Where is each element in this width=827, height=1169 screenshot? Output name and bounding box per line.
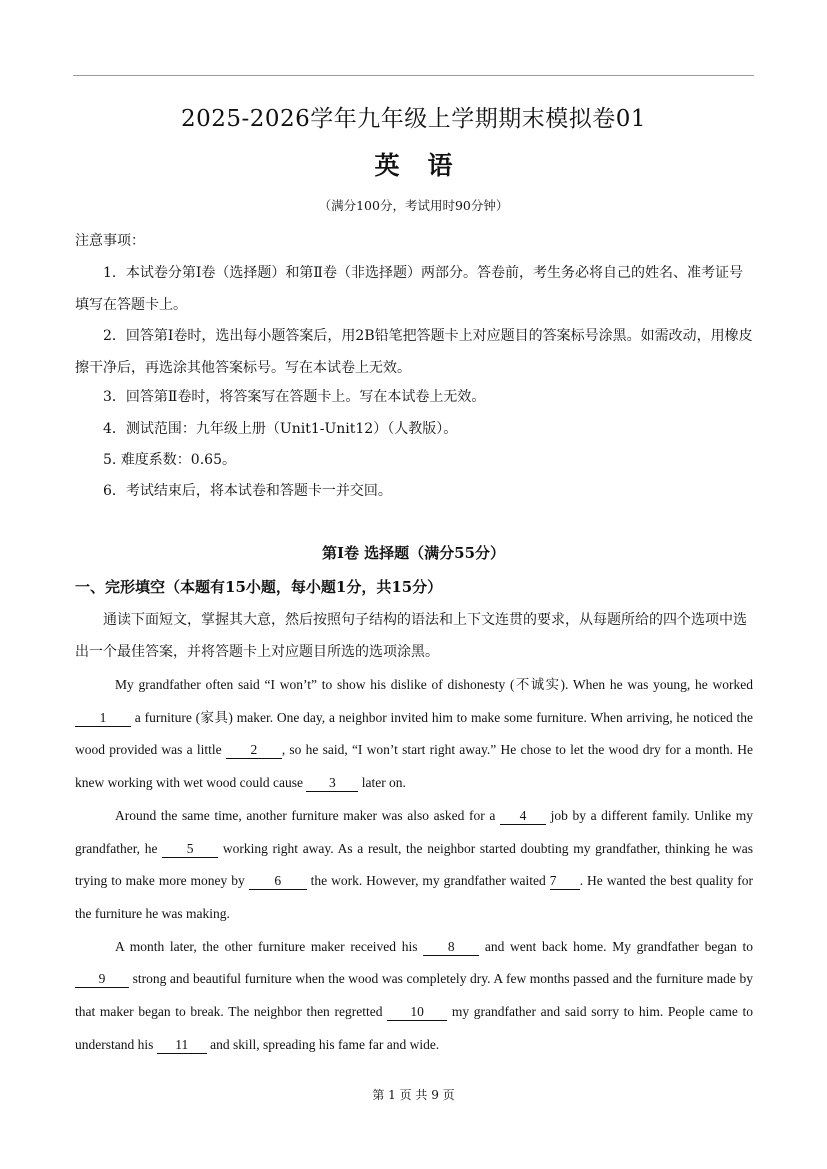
passage-paragraph: Around the same time, another furniture maker was also asked for a 4 job by a different family. Unlike my grandfather, he 5 working right away. As a result, the neighbor started doubting my grandfather, thinking he was trying to make more money by 6 the work. However, my grandfather waited 7 . He wanted the best quality for the furniture he was making.	[75, 807, 754, 921]
passage-paragraph: My grandfather often said “I won’t” to show his dislike of dishonesty (不诚实). When he was young, he worked 1 a furniture (家具) maker. One day, a neighbor invited him to make some furniture. When arriving, he noticed the wood provided was a little 2 , so he said, “I won’t start right away.” He chose to let the wood dry for a month. He knew working with wet wood could cause 3 later on.	[75, 677, 753, 791]
blank-5: 5	[162, 841, 218, 858]
instructions: 通读下面短文，掌握其大意，然后按照句子结构的语法和上下文连贯的要求，从每题所给的四个选项中选出一个最佳答案，并将答题卡上对应题目所选的选项涂黑。	[75, 612, 747, 660]
blank-3: 3	[306, 775, 358, 792]
subject-title: 英语	[374, 151, 481, 180]
blank-6: 6	[249, 873, 307, 890]
section-title: 第Ⅰ卷 选择题（满分55分）	[321, 544, 506, 562]
cloze-passage	[75, 669, 753, 1061]
note-item: 5. 难度系数：0.65。	[103, 452, 236, 468]
blank-10: 10	[387, 1004, 447, 1021]
blank-9: 9	[75, 971, 129, 988]
blank-7: 7	[550, 873, 580, 890]
blank-1: 1	[75, 710, 131, 727]
blank-8: 8	[423, 939, 479, 956]
blank-11: 11	[157, 1037, 207, 1054]
note-item: 2．回答第Ⅰ卷时，选出每小题答案后，用2B铅笔把答题卡上对应题目的答案标号涂黑。如需改动，用橡皮擦干净后，再选涂其他答案标号。写在本试卷上无效。	[75, 328, 753, 376]
note-item: 1．本试卷分第Ⅰ卷（选择题）和第Ⅱ卷（非选择题）两部分。答卷前，考生务必将自己的姓名、准考证号填写在答题卡上。	[75, 265, 743, 313]
blank-4: 4	[500, 808, 546, 825]
notes-title: 注意事项：	[75, 233, 145, 249]
page-footer: 第 1 页 共 9 页	[372, 1088, 455, 1102]
exam-info: （满分100分，考试用时90分钟）	[318, 198, 509, 213]
note-item: 3．回答第Ⅱ卷时，将答案写在答题卡上。写在本试卷上无效。	[103, 389, 486, 405]
part-title: 一、完形填空（本题有15小题，每小题1分，共15分）	[75, 578, 443, 596]
exam-title: 2025-2026学年九年级上学期期末模拟卷01	[180, 106, 647, 132]
blank-2: 2	[226, 742, 282, 759]
passage-paragraph: A month later, the other furniture maker received his 8 and went back home. My grandfather began to 9 strong and beautiful furniture when the wood was completely dry. A few months passed and the furniture made by that maker began to break. The neighbor then regretted 10 my grandfather and said sorry to him. People came to understand his 11 and skill, spreading his fame far and wide.	[75, 938, 753, 1052]
note-item: 6．考试结束后，将本试卷和答题卡一并交回。	[103, 483, 392, 499]
header-rule	[73, 75, 754, 76]
note-item: 4．测试范围：九年级上册（Unit1-Unit12）（人教版）。	[103, 421, 458, 437]
